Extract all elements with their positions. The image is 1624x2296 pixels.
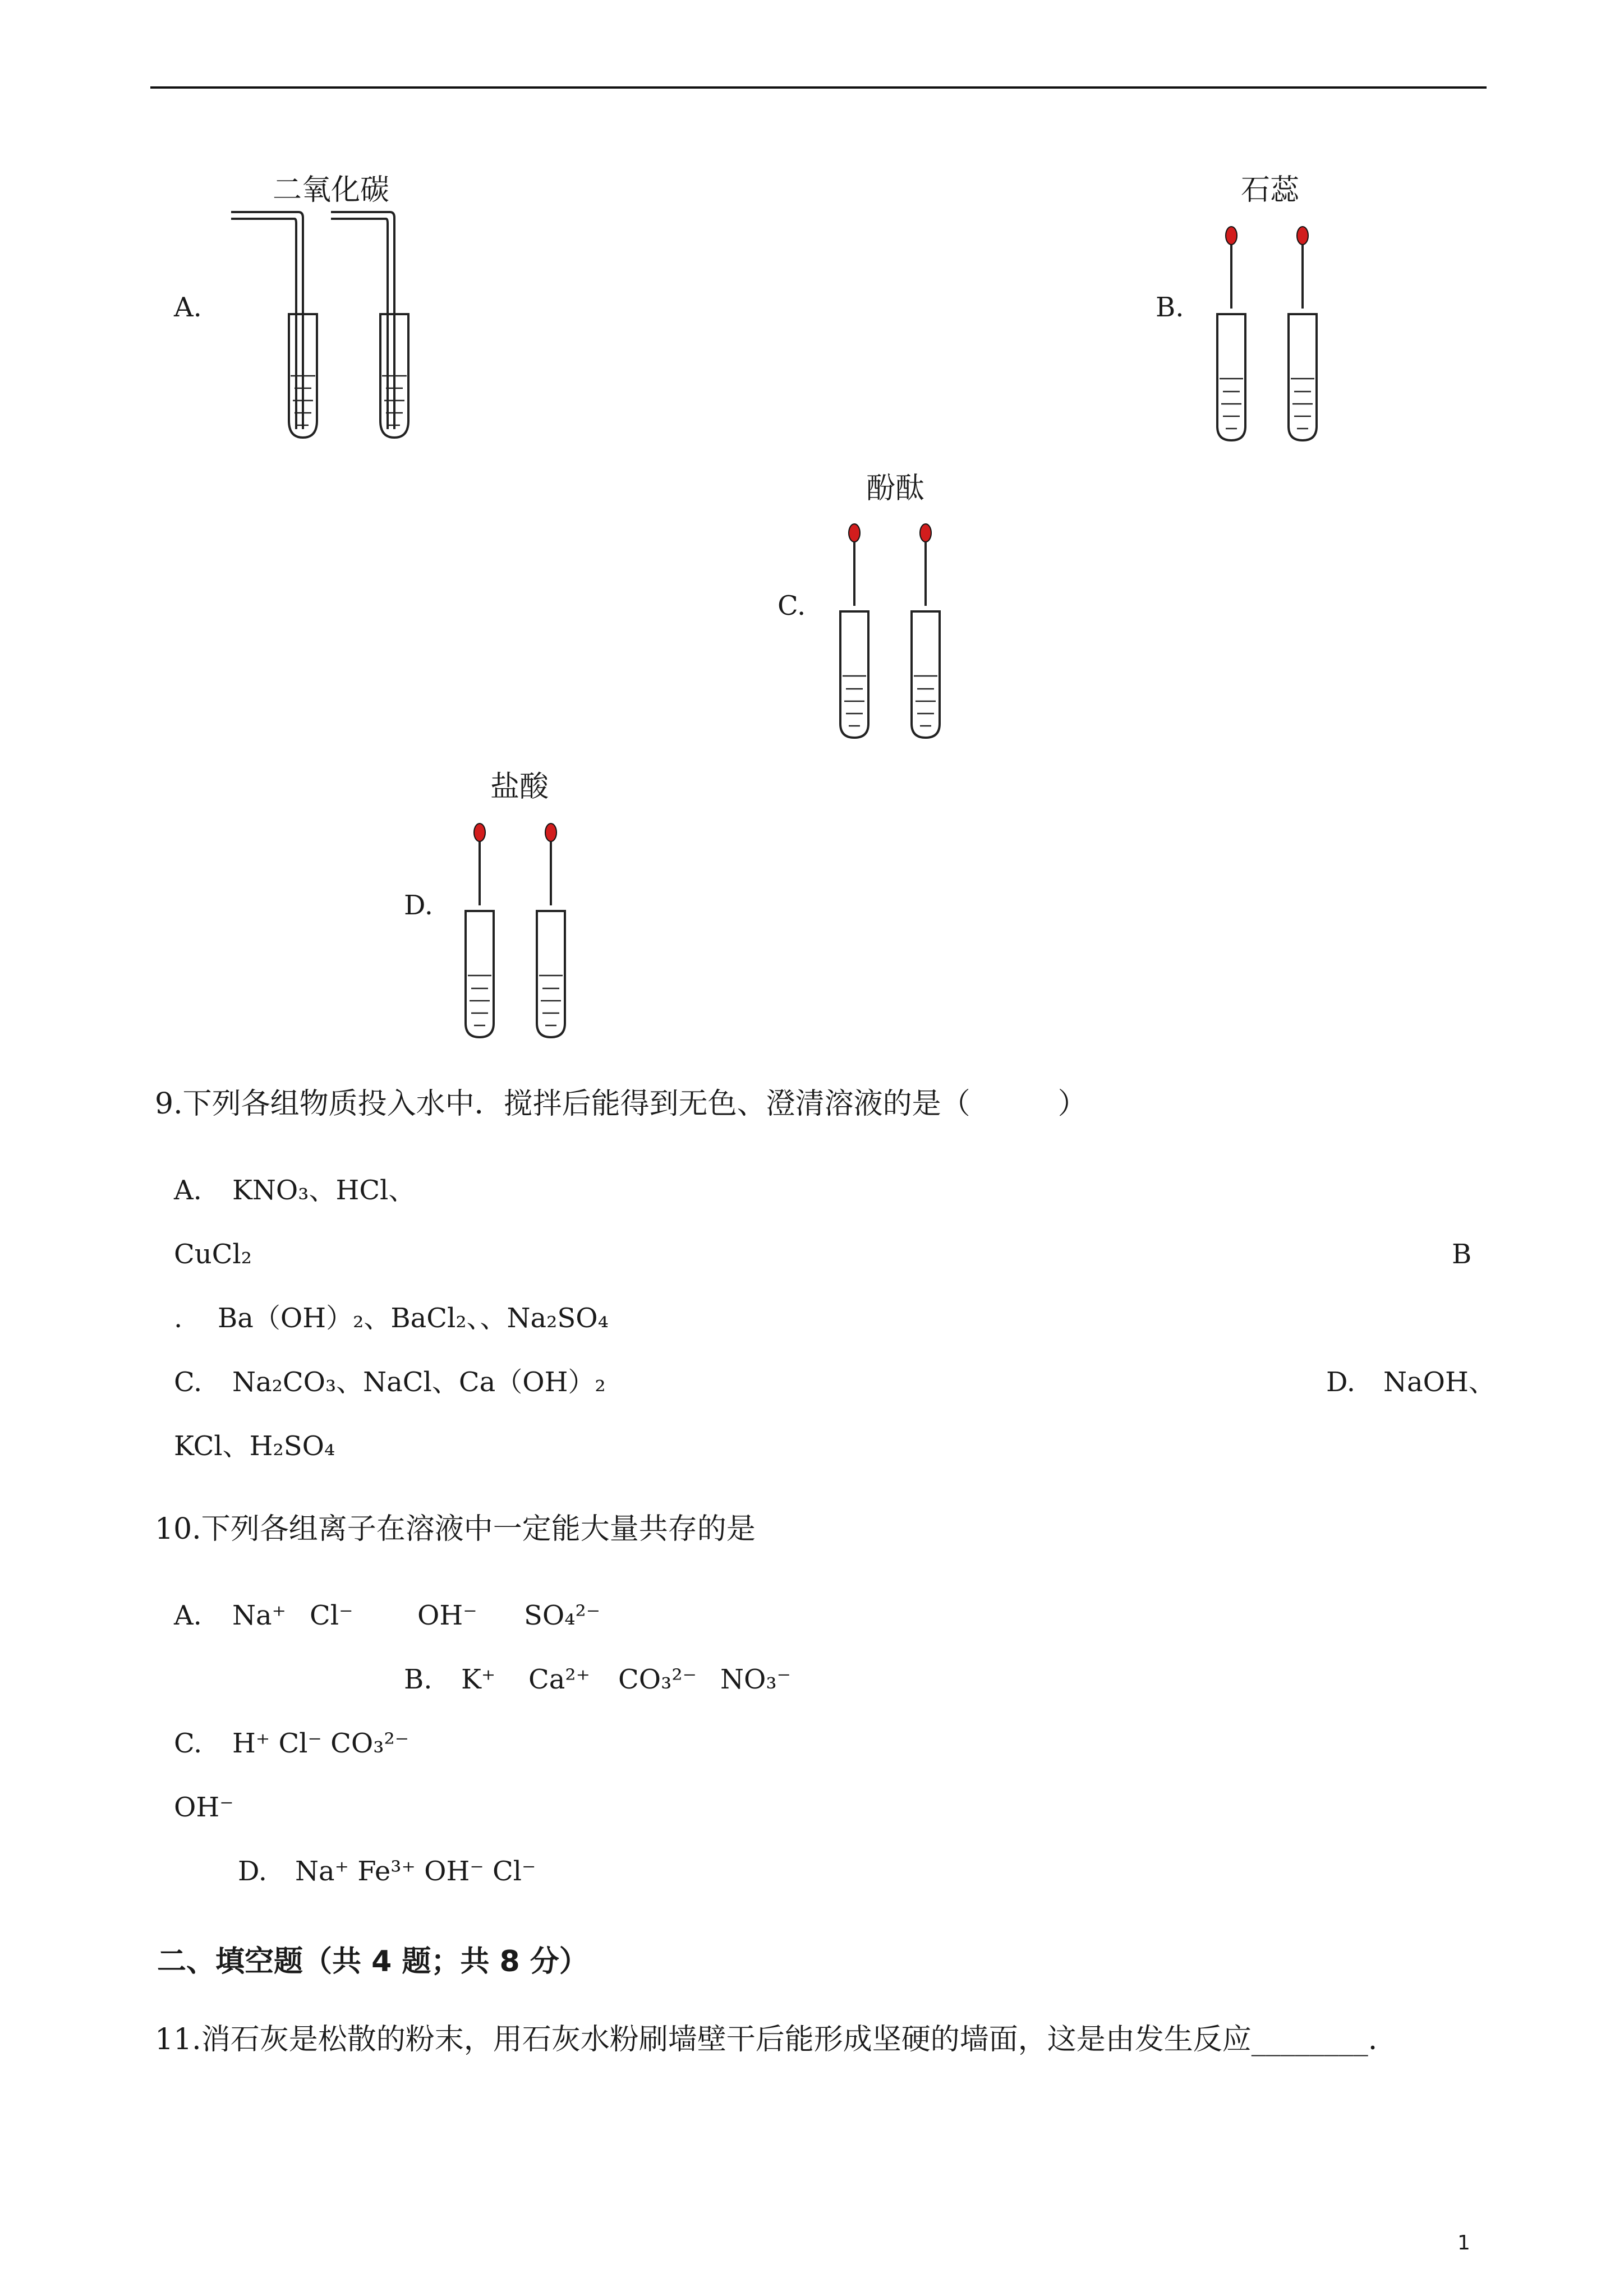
q9-stem: 9.下列各组物质投入水中．搅拌后能得到无色、澄清溶液的是（ ） bbox=[155, 1087, 1087, 1121]
q10-option-b-ion: K⁺ bbox=[461, 1664, 496, 1695]
header-rule bbox=[150, 86, 1487, 89]
test-tube-1 bbox=[1217, 314, 1245, 440]
test-tube-2 bbox=[537, 911, 565, 1037]
q10-option-a-ion: OH⁻ bbox=[417, 1600, 477, 1631]
figure-c-phenolphthalein-tubes bbox=[829, 522, 964, 746]
q9-option-b-text: Ba（OH）₂、BaCl₂、、Na₂SO₄ bbox=[218, 1303, 609, 1334]
figure-a-label: 二氧化碳 bbox=[273, 173, 390, 207]
q9-option-b-dot: . bbox=[174, 1303, 183, 1334]
q9-option-c-label: C. bbox=[174, 1366, 203, 1398]
dropper-2 bbox=[920, 524, 931, 606]
dropper-1 bbox=[849, 524, 860, 606]
figure-c-label: 酚酞 bbox=[866, 472, 925, 505]
q9-option-c-text: Na₂CO₃、NaCl、Ca（OH）₂ bbox=[232, 1366, 606, 1398]
q11-stem: 11.消石灰是松散的粉末，用石灰水粉刷墙壁干后能形成坚硬的墙面，这是由发生反应________. bbox=[155, 2023, 1378, 2056]
q10-option-c-label: C. bbox=[174, 1728, 203, 1759]
figure-c-option: C. bbox=[778, 590, 806, 622]
q9-option-a-label: A. bbox=[174, 1175, 202, 1206]
test-tube-2 bbox=[331, 212, 408, 438]
figure-d-hcl-tubes bbox=[454, 821, 589, 1046]
figure-d-label: 盐酸 bbox=[490, 770, 549, 804]
q9-option-d-label: D. bbox=[1326, 1366, 1356, 1398]
test-tube-2 bbox=[912, 611, 940, 738]
q10-option-a-ion: SO₄²⁻ bbox=[524, 1600, 601, 1631]
dropper-2 bbox=[1297, 227, 1308, 309]
dropper-1 bbox=[474, 823, 485, 905]
q10-option-c-continued: OH⁻ bbox=[174, 1792, 234, 1823]
test-tube-2 bbox=[1289, 314, 1317, 440]
q10-option-a-ion: Na⁺ bbox=[232, 1600, 286, 1631]
section-title: 二、填空题（共 4 题；共 8 分） bbox=[157, 1945, 588, 1978]
test-tube-1 bbox=[840, 611, 868, 738]
figure-a-option: A. bbox=[174, 292, 202, 323]
q10-option-b-ion: Ca²⁺ bbox=[528, 1664, 590, 1695]
q9-option-a-continued: CuCl₂ bbox=[174, 1239, 252, 1270]
figure-b-litmus-tubes bbox=[1206, 224, 1341, 449]
q10-option-d-label: D. bbox=[238, 1856, 268, 1887]
test-tube-1 bbox=[466, 911, 494, 1037]
q10-option-c-text: H⁺ Cl⁻ CO₃²⁻ bbox=[232, 1728, 410, 1759]
figure-b-option: B. bbox=[1156, 292, 1184, 323]
q10-option-b-ion: CO₃²⁻ bbox=[618, 1664, 697, 1695]
test-tube-1 bbox=[231, 212, 317, 438]
q9-option-a-text: KNO₃、HCl、 bbox=[232, 1175, 416, 1206]
page-number: 1 bbox=[1457, 2231, 1470, 2254]
dropper-1 bbox=[1226, 227, 1237, 309]
q10-stem: 10.下列各组离子在溶液中一定能大量共存的是 bbox=[155, 1512, 756, 1546]
figure-d-option: D. bbox=[404, 890, 434, 921]
q9-option-d-text: NaOH、 bbox=[1383, 1366, 1496, 1398]
q10-option-a-ion: Cl⁻ bbox=[310, 1600, 353, 1631]
dropper-2 bbox=[545, 823, 556, 905]
q9-option-b-label: B bbox=[1452, 1239, 1472, 1270]
figure-a-co2-tubes bbox=[230, 208, 421, 449]
q10-option-b-label: B. bbox=[404, 1664, 433, 1695]
figure-b-label: 石蕊 bbox=[1241, 173, 1300, 207]
q10-option-a-label: A. bbox=[174, 1600, 202, 1631]
q10-option-b-ion: NO₃⁻ bbox=[720, 1664, 791, 1695]
q10-option-d-text: Na⁺ Fe³⁺ OH⁻ Cl⁻ bbox=[295, 1856, 536, 1887]
q9-option-d-continued: KCl、H₂SO₄ bbox=[174, 1430, 335, 1462]
